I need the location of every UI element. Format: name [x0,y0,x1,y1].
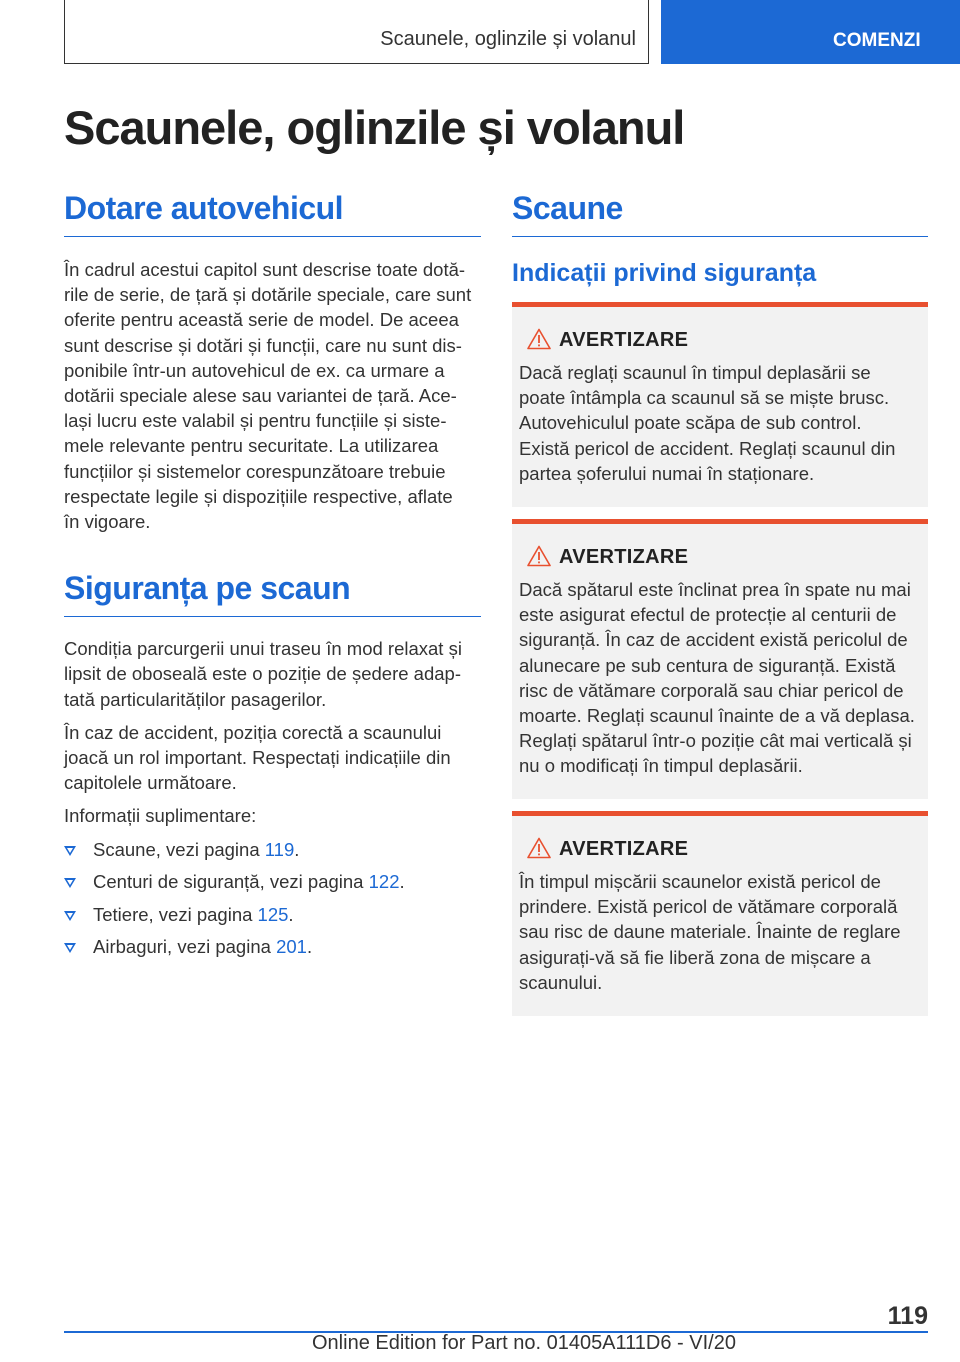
text-line: Există pericol de accident. Reglați scaunul din [519,437,896,459]
header-section-box [64,0,649,64]
text-line: în vigoare. [64,511,151,533]
text-line: Reglați spătarul într-o poziție cât mai verticală și [519,730,912,752]
text-line: scaunului. [519,971,603,993]
warning-header [519,836,920,862]
page-number: 119 [887,1302,928,1330]
header-chapter-tab[interactable] [661,0,960,64]
list-item-end: . [288,903,294,925]
warning-title: AVERTIZARE [559,328,689,351]
list-item-end: . [399,871,405,893]
text-line: respectate legile și dispozițiile respective, aflate [64,485,453,507]
header-section-title: Scaunele, oglinzile și volanul [380,28,636,50]
text-line: joacă un rol important. Respectați indicațiile din [64,747,451,769]
text-line: ponibile într-un autovehicul de ex. ca urmare a [64,359,445,381]
text-line: capitolele următoare. [64,772,237,794]
dotare-paragraph [64,257,481,534]
list-item-text: Tetiere, vezi pagina [93,903,258,925]
warning-triangle-icon [519,328,559,352]
text-line: Condiția parcurgerii unui traseu în mod relaxat și [64,638,462,660]
list-item-text: Centuri de siguranță, vezi pagina [93,871,369,893]
list-item [64,869,481,894]
warning-box [512,811,928,1016]
text-line: rile de serie, de țară și dotările speciale, care sunt [64,284,472,306]
text-line: este asigurat efectul de protecție al centurii de [519,604,897,626]
warning-text [519,360,920,486]
text-line: asigurați-vă să fie liberă zona de mișcare a [519,946,871,968]
text-line: Dacă reglați scaunul în timpul deplasării se [519,362,871,383]
text-line: Dacă spătarul este înclinat prea în spate nu mai [519,579,911,600]
siguranta-paragraph-2 [64,720,481,796]
text-line: sau risc de daune materiale. Înainte de reglare [519,921,901,943]
siguranta-paragraph-1 [64,636,481,712]
list-item-end: . [294,838,300,860]
list-item-text: Scaune, vezi pagina [93,838,265,860]
header-chapter-label: COMENZI [833,30,921,51]
list-item [64,934,481,959]
text-line: partea șoferului numai în staționare. [519,462,815,484]
siguranta-paragraph-3: Informații suplimentare: [64,805,257,827]
text-line: dotării speciale alese sau variantei de țară. Ace‐ [64,385,457,407]
heading-siguranta: Siguranța pe scaun [64,570,481,617]
cross-reference-list [64,837,481,960]
text-line: lași lucru este valabil și pentru funcțiile și siste‐ [64,410,447,432]
warning-box [512,302,928,507]
list-item-end: . [306,936,313,958]
text-line: moarte. Reglați scaunul înainte de a vă deplasa. [519,705,915,727]
text-line: prindere. Există pericol de vătămare corporală [519,896,898,918]
heading-dotare: Dotare autovehicul [64,190,481,237]
triangle-bullet-icon [64,943,76,953]
text-line: siguranță. În caz de accident există pericolul de [519,629,908,651]
warning-box [512,519,928,799]
footer-edition: Online Edition for Part no. 01405A111D6 - VI/20 [312,1332,736,1354]
triangle-bullet-icon [64,846,76,856]
page-link[interactable]: 122 [368,871,400,893]
text-line: risc de vătămare corporală sau chiar pericol de [519,679,904,701]
right-column [512,190,928,288]
warning-header [519,544,920,570]
triangle-bullet-icon [64,878,76,888]
text-line: sunt descrise și dotări și funcții, care nu sunt dis‐ [64,334,462,356]
warning-triangle-icon [519,837,559,861]
warning-title: AVERTIZARE [559,545,689,568]
text-line: tată particularităților pasagerilor. [64,688,327,710]
warning-triangle-icon [519,545,559,569]
page-link[interactable]: 119 [264,838,295,860]
text-line: În caz de accident, poziția corectă a scaunului [64,721,442,743]
triangle-bullet-icon [64,911,76,921]
text-line: funcțiilor și sistemelor corespunzătoare trebuie [64,460,446,482]
text-line: oferite pentru această serie de model. De aceea [64,309,459,331]
list-item [64,902,481,927]
page-link[interactable]: 201 [276,936,307,958]
text-line: alunecare pe sub centura de siguranță. Există [519,654,896,676]
warning-text [519,577,920,779]
list-item [64,837,481,862]
warning-text [519,869,920,995]
page-link[interactable]: 125 [257,903,289,925]
list-item-text: Airbaguri, vezi pagina [93,936,277,958]
warning-title: AVERTIZARE [559,837,689,860]
text-line: În timpul mișcării scaunelor există pericol de [519,871,881,892]
left-column [64,190,481,967]
heading-indicatii: Indicații privind siguranța [512,259,817,287]
page-title: Scaunele, oglinzile și volanul [64,101,685,154]
text-line: poate întâmpla ca scaunul să se miște brusc. [519,387,890,409]
text-line: În cadrul acestui capitol sunt descrise toate dotă‐ [64,259,466,280]
text-line: mele relevante pentru securitate. La utilizarea [64,435,439,457]
text-line: nu o modificați în timpul deplasării. [519,755,803,777]
text-line: Autovehiculul poate scăpa de sub control. [519,412,862,434]
heading-scaune: Scaune [512,190,928,237]
warning-header [519,327,920,353]
text-line: lipsit de oboseală este o poziție de ședere adap‐ [64,663,461,685]
